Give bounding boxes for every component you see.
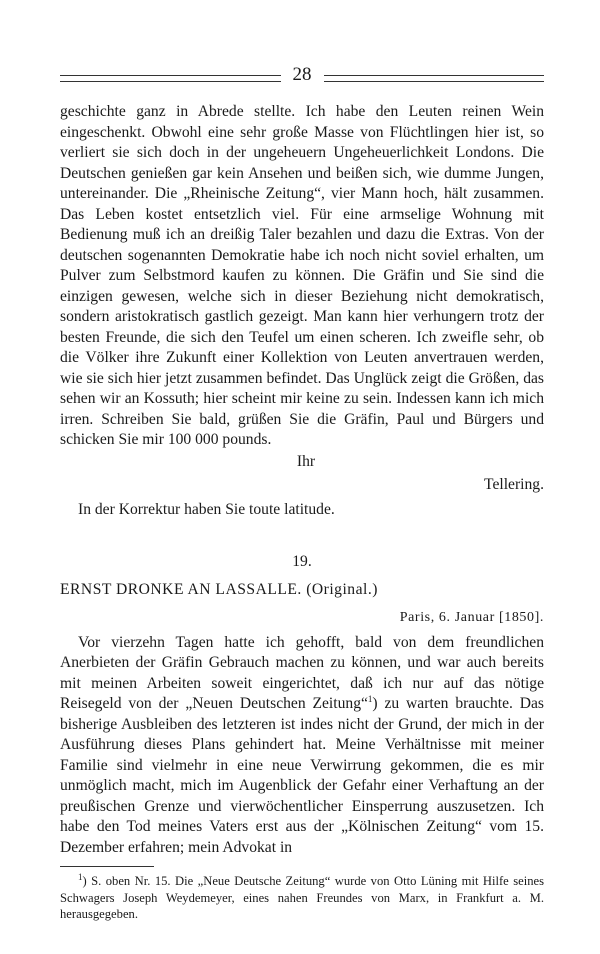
letter-body-paragraph xyxy=(60,633,544,859)
footnote-reference: 1 xyxy=(367,693,373,704)
header-rule-right xyxy=(324,75,545,82)
footnote-text: ) S. oben Nr. 15. Die „Neue Deutsche Zeitung“ wurde von Otto Lüning mit Hilfe seines Schwagers Joseph Weydemeyer, eines nahen Freundes von Marx, in Frankfurt a. M. herausgegeben. xyxy=(60,874,544,921)
letter-postscript: In der Korrektur haben Sie toute latitude. xyxy=(78,500,335,518)
page-number: 28 xyxy=(292,64,312,85)
letter-continuation-paragraph: geschichte ganz in Abrede stellte. Ich habe den Leuten reinen Wein eingeschenkt. Obwohl eine sehr große Masse von Flüchtlingen hier ist, so verliert sie sich doch in der ungeheuern Ungeheuerlichkeit Londons. Die Deutschen genießen gar kein Ansehen und beißen sich, wie dumme Jungen, untereinander. Die „Rheinische Zeitung“, vier Mann hoch, hält zusammen. Das Leben kostet entsetzlich viel. Für eine armselige Wohnung mit Bedienung muß ich an dreißig Taler bezahlen und dazu die Extras. Von der deutschen sogenannten Demokratie habe ich noch nicht soviel erhalten, um Pulver zum Selbstmord kaufen zu können. Die Gräfin und Sie sind die einzigen gewesen, welche sich in dieser Beziehung nicht demokratisch, sondern aristokratisch gastlich gezeigt. Man kann hier verhungern trotz der besten Freunde, die sich den Teufel um einen scheren. Ich zweifle sehr, ob die Völker ihre Zukunft einer Kollektion von Leuten anvertrauen werden, wie sie sich hier jetzt zusammen befindet. Das Unglück zeigt die Größen, das sehen wir an Kossuth; hier scheint mir keine zu sein. Indessen kann ich mich irren. Schreiben Sie bald, grüßen Sie die Gräfin, Paul und Bürgers und schicken Sie mir 100 000 pounds. xyxy=(60,103,544,448)
letter-dateline: Paris, 6. Januar [1850]. xyxy=(399,609,544,625)
letter-number: 19. xyxy=(292,552,312,570)
letter-heading: ERNST DRONKE AN LASSALLE. (Original.) xyxy=(60,580,378,598)
letter-signature: Tellering. xyxy=(484,475,544,493)
letter-body-text-after-note: ) zu warten brauchte. Das bisherige Ausbleiben des letzteren ist indes nicht der Grund, der mich in der Ausführung dieses Plans gehindert hat. Meine Verhältnisse mit meiner Familie sind vielmehr in eine neue Verwirrung gekommen, die es mir unmöglich macht, mich im Augenblick der Gefahr einer Verhaftung an der preußischen Grenze und vierwöchentlicher Einsperrung auszusetzen. Ich habe den Tod meines Vaters erst aus der „Kölnischen Zeitung“ vom 15. Dezember erfahren; mein Advokat in xyxy=(60,695,544,856)
page-header xyxy=(60,62,544,88)
letter-body-text-before-note: Vor vierzehn Tagen hatte ich gehofft, bald von dem freundlichen Anerbieten der Gräfin Gebrauch machen zu können, und war auch bereits mit meinen Arbeiten soweit eingerichtet, daß ich nur auf das nötige Reisegeld von der „Neuen Deutschen Zeitung“ xyxy=(60,633,544,712)
footnote xyxy=(60,873,544,923)
header-rule-left xyxy=(60,75,281,82)
letter-closing: Ihr xyxy=(296,452,316,470)
footnote-separator xyxy=(60,866,154,867)
footnote-marker: 1 xyxy=(78,871,83,882)
book-page xyxy=(60,62,544,923)
